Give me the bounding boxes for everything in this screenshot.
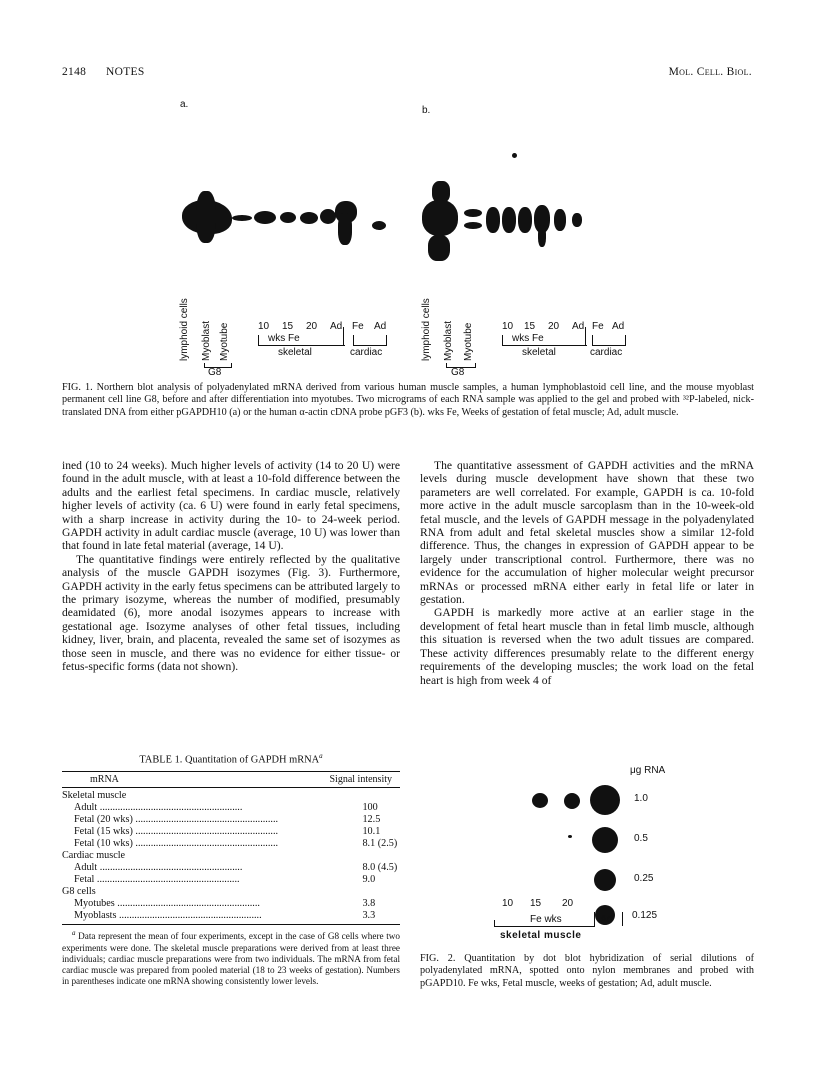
group-row: Skeletal muscle (62, 790, 127, 802)
table-row: Adult ........................................................ 100 (74, 802, 378, 814)
lane-fe-b: Fe (592, 321, 604, 332)
cardiac-label-a: cardiac (350, 347, 383, 358)
dot-10wk-1.0 (532, 793, 548, 808)
figure-1-caption: FIG. 1. Northern blot analysis of polyadenylated mRNA derived from various human muscle samples, a human lymphoblastoid cell line, and the mouse myoblast permanent cell line G8, before and after differentiation into myotubes. Two micrograms of each RNA sample was applied to the gel and probed with ³²P-labeled, nick-translated DNA from either pGAPDH10 (a) or the human α-actin cDNA probe pGF3 (b). wks Fe, Weeks of gestation of fetal muscle; Ad, adult muscle. (62, 382, 754, 418)
fig2-lane-20: 20 (562, 898, 574, 909)
col-signal: Signal intensity (329, 774, 392, 786)
lane-ad2-a: Ad (374, 321, 387, 332)
table-1-body (62, 790, 400, 922)
table-row: Myoblasts ........................................................ 3.3 (74, 910, 376, 922)
skeletal-label-b: skeletal (522, 347, 556, 358)
left-paragraph-2: The quantitative findings were entirely reflected by the qualitative analysis of the muscle GAPDH isozymes (Fig. 3). Furthermore, GAPDH activity in the early fetus specimens can be attributed largely to the primary isozyme, whereas the number of modified, presumably deamidated (6), more anodal isozymes appears to increase with gestational age. Isozyme analyses of other fetal tissues, including kidney, liver, brain, and placenta, revealed the same set of isozymes as those seen in muscle, and there was no evidence for either tissue- or fetus-specific forms (data not shown). (62, 552, 400, 674)
right-paragraph-1: The quantitative assessment of GAPDH activities and the mRNA levels during muscle development have shown that these two parameters are well correlated. For example, GAPDH is ca. 10-fold more active in the adult muscle sarcoplasm than in the 10-week-old fetal muscle, and the levels of GAPDH message in the polyadenylated RNA from adult and fetal skeletal muscles show a similar 12-fold difference. Thus, the changes in expression of GAPDH appear to be largely under transcriptional control. Furthermore, there was no evidence for the accumulation of higher molecular weight precursor mRNAs or processed mRNA either early in fetal life or later in gestation. (420, 459, 754, 607)
left-column (62, 459, 400, 674)
col-mrna: mRNA (90, 774, 119, 786)
wks-fe-b: wks Fe (512, 333, 544, 344)
wks-fe-a: wks Fe (268, 333, 300, 344)
table-row: Fetal ........................................................ 9.0 (74, 874, 376, 886)
lane-15-a: 15 (282, 321, 294, 332)
lane-ad-b: Ad (572, 321, 585, 332)
panel-b-label: b. (422, 105, 431, 116)
table-row: Fetal (15 wks) ........................................................ 10.1 (74, 826, 381, 838)
lane-10-b: 10 (502, 321, 514, 332)
dilution-0.125: 0.125 (632, 910, 658, 921)
panel-a-label: a. (180, 99, 189, 110)
lane-15-b: 15 (524, 321, 536, 332)
group-row: G8 cells (62, 886, 96, 898)
dot-15wk-1.0 (564, 793, 580, 809)
dot-20wk-0.5 (592, 827, 618, 853)
table-1-footnote: $^a$ Data represent the mean of four experiments, except in the case of G8 cells where two experiments were done. The skeletal muscle preparations were derived from at least three individuals; cardiac muscle preparations were from two individuals. The mRNA from fetal cardiac muscle was prepared from pooled material (18 to 23 weeks of gestation). Numbers in parentheses indicate one mRNA showing consistently lower levels. (62, 929, 401, 986)
dilution-0.25: 0.25 (634, 873, 654, 884)
lane-ad2-b: Ad (612, 321, 625, 332)
journal-name: Mol. Cell. Biol. (668, 66, 752, 78)
table-row: Fetal (20 wks) ........................................................ 12.5 (74, 814, 381, 826)
lane-label-lymphoid-b: lymphoid cells (421, 298, 432, 361)
fig2-ad: Ad (600, 914, 613, 925)
dilution-1.0: 1.0 (634, 793, 648, 804)
figure-1 (160, 95, 680, 378)
table-1 (62, 752, 400, 987)
fig2-lane-15: 15 (530, 898, 542, 909)
section-title: NOTES (106, 66, 145, 78)
cardiac-label-b: cardiac (590, 347, 623, 358)
dot-20wk-0.25 (594, 869, 616, 891)
lane-label-myotube-b: Myotube (463, 322, 474, 361)
table-1-title: TABLE 1. Quantitation of GAPDH mRNA$^a$ (139, 752, 323, 766)
lane-label-myoblast-b: Myoblast (443, 320, 454, 361)
right-column (420, 459, 754, 687)
lane-label-lymphoid: lymphoid cells (179, 298, 190, 361)
dot-20wk-1.0 (590, 785, 620, 815)
table-row: Adult ........................................................ 8.0 (4.5) (74, 862, 398, 874)
fig2-lane-10: 10 (502, 898, 514, 909)
lane-20-b: 20 (548, 321, 560, 332)
lane-ad-a: Ad (330, 321, 343, 332)
figure-2-axis (490, 898, 650, 948)
lane-10-a: 10 (258, 321, 270, 332)
g8-label-b: G8 (451, 367, 465, 378)
table-row: Myotubes ........................................................ 3.8 (74, 898, 376, 910)
lane-label-myoblast: Myoblast (201, 320, 212, 361)
table-row: Fetal (10 wks) ........................................................ 8.1 (2.5) (74, 838, 398, 850)
dot-15wk-0.5 (568, 835, 572, 838)
lane-label-myotube: Myotube (219, 322, 230, 361)
left-paragraph-1: ined (10 to 24 weeks). Much higher levels of activity (14 to 20 U) were found in the adult muscle, with at least a 10-fold difference between the adults and the earliest fetal specimens. In cardiac muscle, relatively higher levels of activity (ca. 6 U) were found in early fetal specimens, with a sharp increase in activity during the 10- to 24-week period. GAPDH activity in adult cardiac muscle (average, 10 U) was lower than that found in late fetal material (average, 14 U). (62, 459, 400, 553)
figure-2-caption: FIG. 2. Quantitation by dot blot hybridization of serial dilutions of polyadenylated mRNA, spotted onto nylon membranes and probed with pGAPD10. Fe wks, Fetal muscle, weeks of gestation; Ad, adult muscle. (420, 953, 754, 989)
lane-fe-a: Fe (352, 321, 364, 332)
group-row: Cardiac muscle (62, 850, 126, 862)
right-paragraph-2: GAPDH is markedly more active at an earlier stage in the development of fetal heart muscle than in fetal limb muscle, although this situation is reversed when the two adult tissues are compared. These activity differences presumably relate to the different energy requirements of the developing muscles; the work load on the fetal heart is high from week 4 of (420, 606, 754, 687)
fig2-skeletal-muscle: skeletal muscle (500, 930, 582, 941)
skeletal-label-a: skeletal (278, 347, 312, 358)
g8-label-a: G8 (208, 367, 222, 378)
lane-20-a: 20 (306, 321, 318, 332)
dilution-0.5: 0.5 (634, 833, 648, 844)
page-number: 2148 (62, 66, 87, 78)
ug-rna-label: μg RNA (630, 765, 666, 776)
fig2-fe-wks: Fe wks (530, 914, 562, 925)
